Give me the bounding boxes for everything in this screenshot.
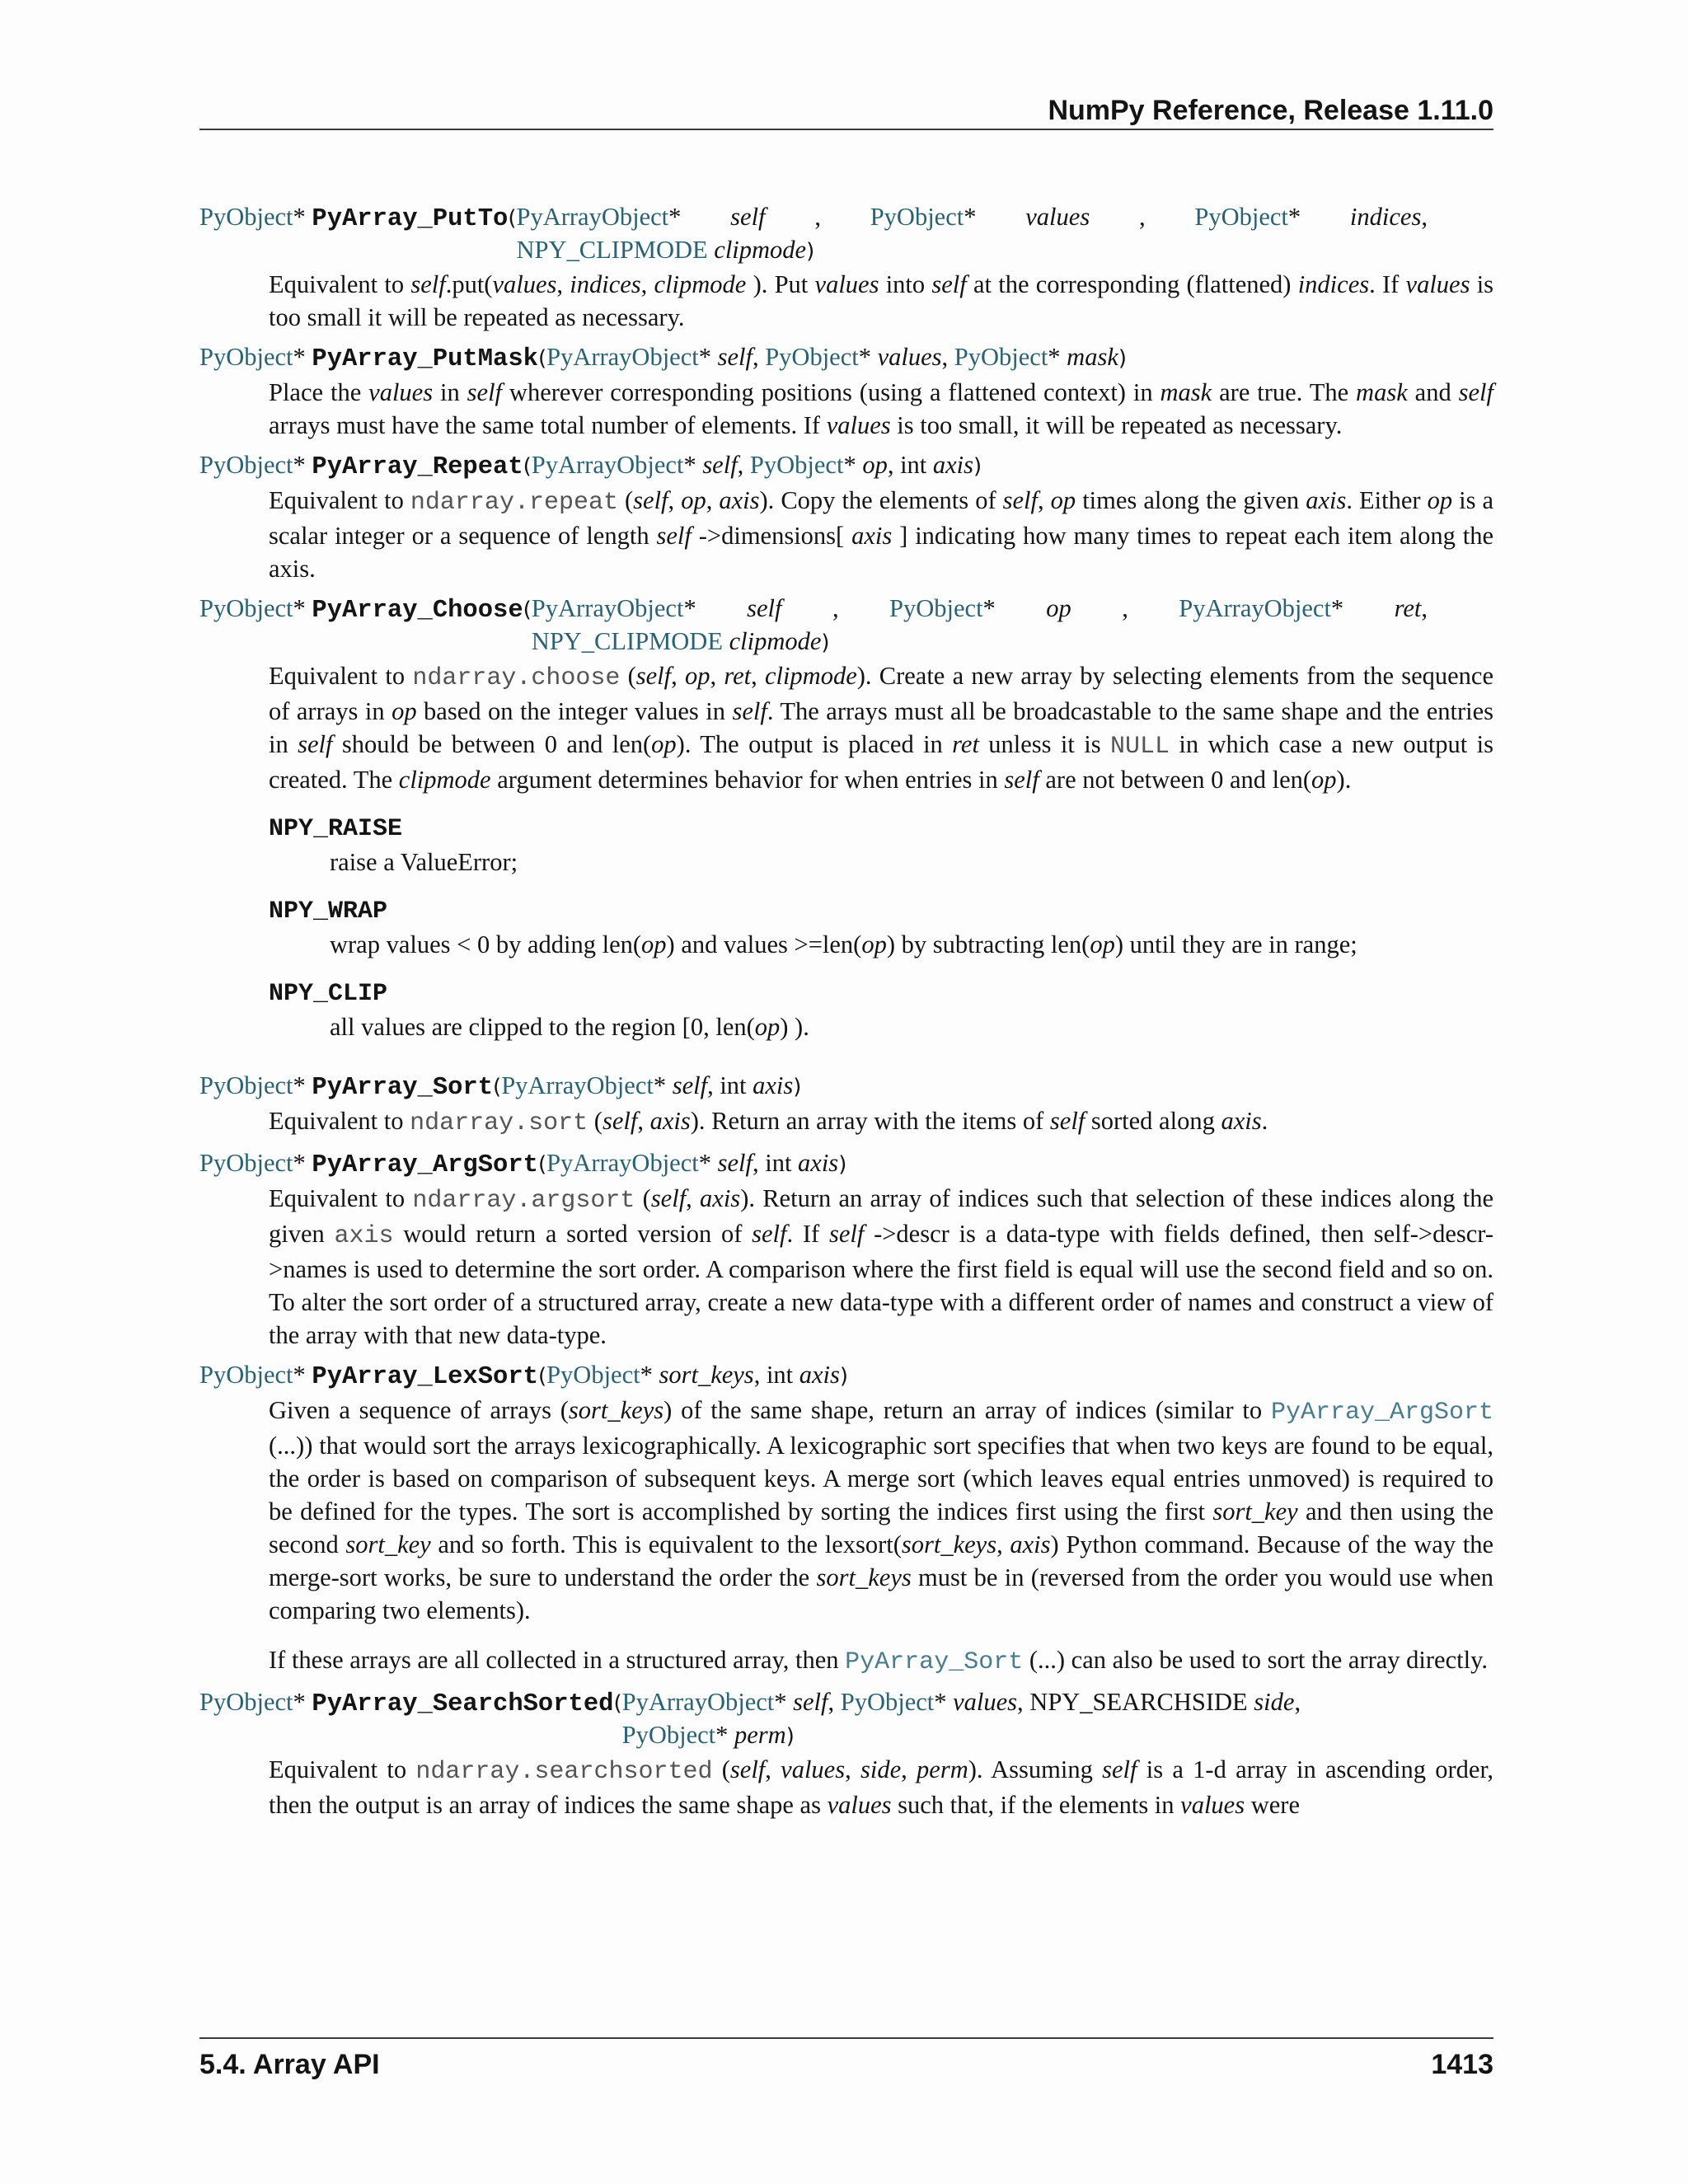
code-ref: ndarray.choose (412, 664, 621, 692)
function-name: PyArray_Choose (312, 597, 523, 625)
type-link[interactable]: PyObject (199, 203, 293, 231)
param-name: self (730, 203, 766, 231)
type-link[interactable]: PyObject (954, 343, 1048, 371)
code-ref: NULL (1109, 733, 1170, 761)
type-link[interactable]: PyObject (749, 451, 844, 479)
function-name: PyArray_PutTo (312, 205, 509, 233)
type-link[interactable]: PyObject (840, 1687, 935, 1716)
signature-sort: PyObject* PyArray_Sort(PyArrayObject* self, int axis) (199, 1071, 802, 1102)
code-ref: ndarray.argsort (412, 1186, 635, 1215)
function-name: PyArray_ArgSort (312, 1151, 538, 1179)
type-link[interactable]: PyArrayObject (1179, 594, 1331, 622)
code-ref: axis (334, 1221, 394, 1250)
param-name: indices (1349, 203, 1422, 231)
signature-putto: PyObject* PyArray_PutTo( PyArrayObject* self , PyObject* values , PyObject* indices, NPY_CLIPMODE clipmode) (199, 200, 1493, 268)
mode-name: NPY_CLIP (269, 980, 388, 1008)
type-link[interactable]: PyArrayObject (516, 203, 669, 231)
code-ref: ndarray.searchsorted (415, 1757, 713, 1786)
signature-putmask: PyObject* PyArray_PutMask(PyArrayObject* self, PyObject* values, PyObject* mask) (199, 343, 1128, 373)
mode-description: wrap values < 0 by adding len(op) and values >=len(op) by subtracting len(op) until they are in range; (330, 930, 1357, 958)
link-pyarray-sort[interactable]: PyArray_Sort (845, 1647, 1024, 1676)
mode-name: NPY_RAISE (269, 815, 403, 843)
type-link[interactable]: PyArrayObject (531, 451, 684, 479)
description-putmask: Place the values in self wherever corresponding positions (using a flattened context) in mask are true. The mask and self arrays must have the same total number of elements. If values is too small, it will be repeated as necessary. (269, 378, 1493, 439)
type-link[interactable]: NPY_CLIPMODE (516, 236, 708, 264)
type-link[interactable]: PyObject (199, 1071, 293, 1099)
page-content (199, 200, 1493, 1821)
footer-section: 5.4. Array API (199, 2049, 380, 2080)
link-pyarray-argsort[interactable]: PyArray_ArgSort (1270, 1398, 1493, 1427)
function-name: PyArray_Repeat (312, 453, 523, 481)
signature-choose: PyObject* PyArray_Choose( PyArrayObject* self , PyObject* op , PyArrayObject* ret, NPY_CLIPMODE clipmode) (199, 594, 1428, 655)
function-name: PyArray_PutMask (312, 345, 538, 373)
mode-description: raise a ValueError; (330, 848, 518, 876)
type-link[interactable]: PyObject (199, 594, 293, 622)
page-footer (199, 2037, 1493, 2080)
type-link[interactable]: PyArrayObject (621, 1687, 775, 1716)
description-searchsorted: Equivalent to ndarray.searchsorted (self, values, side, perm). Assuming self is a 1-d array in ascending order, then the output is an array of indices the same shape as values such that, if the elements in values were (269, 1755, 1494, 1819)
signature-repeat: PyObject* PyArray_Repeat(PyArrayObject* self, PyObject* op, int axis) (199, 451, 982, 481)
description-argsort: Equivalent to ndarray.argsort (self, axis). Return an array of indices such that selection of these indices along the given axis would return a sorted version of self. If self ->descr is a data-type with fields defined, then self->descr->names is used to determine the sort order. A comparison where the first field is equal will use the second field and so on. To alter the sort order of a structured array, create a new data-type with a different order of names and construct a view of the array with that new data-type. (269, 1183, 1493, 1349)
type-link[interactable]: NPY_CLIPMODE (531, 627, 723, 655)
type-link[interactable]: PyObject (199, 1148, 293, 1177)
type-link[interactable]: PyObject (621, 1720, 716, 1749)
type-link[interactable]: PyObject (1194, 203, 1288, 231)
clipmode-list (269, 813, 1493, 1043)
type-link[interactable]: PyArrayObject (546, 1148, 699, 1177)
description-sort: Equivalent to ndarray.sort (self, axis). Return an array with the items of self sorted along axis. (269, 1106, 1268, 1137)
type-link[interactable]: PyObject (546, 1360, 640, 1389)
param-name: values (1025, 203, 1090, 231)
type-link[interactable]: PyObject (765, 343, 859, 371)
code-ref: ndarray.sort (410, 1108, 588, 1137)
type-link[interactable]: PyObject (199, 1687, 293, 1716)
page-header: NumPy Reference, Release 1.11.0 (199, 92, 1493, 130)
mode-name: NPY_WRAP (269, 898, 388, 926)
type-link[interactable]: PyObject (199, 1360, 293, 1389)
description-lexsort: Given a sequence of arrays (sort_keys) of the same shape, return an array of indices (similar to PyArray_ArgSort (...)) that would sort the arrays lexicographically. A lexicographic sort specifies that when two keys are found to be equal, the order is based on comparison of subsequent keys. A merge sort (which leaves equal entries unmoved) is required to be defined for the types. The sort is accomplished by sorting the indices first using the first sort_key and then using the second sort_key and so forth. This is equivalent to the lexsort(sort_keys, axis) Python command. Because of the way the merge-sort works, be sure to understand the order the sort_keys must be in (reversed from the order you would use when comparing two elements). If these arrays are all collected in a structured array, then PyArray_Sort (...) can also be used to sort the array directly. (269, 1395, 1494, 1676)
param-name: clipmode (714, 236, 807, 264)
signature-searchsorted: PyObject* PyArray_SearchSorted( PyArrayObject* self, PyObject* values, NPY_SEARCHSIDE side, PyObject* perm) (199, 1687, 1301, 1749)
function-name: PyArray_LexSort (312, 1362, 538, 1391)
type-link[interactable]: PyObject (199, 451, 293, 479)
signature-argsort: PyObject* PyArray_ArgSort(PyArrayObject* self, int axis) (199, 1148, 847, 1179)
page-number: 1413 (1431, 2049, 1493, 2080)
type-link[interactable]: PyObject (199, 343, 293, 371)
type-link[interactable]: PyArrayObject (501, 1071, 654, 1099)
type-link[interactable]: PyObject (870, 203, 964, 231)
mode-description: all values are clipped to the region [0, len(op) ). (330, 1013, 809, 1041)
function-name: PyArray_SearchSorted (312, 1690, 614, 1718)
type-link[interactable]: PyObject (889, 594, 983, 622)
type-link[interactable]: PyArrayObject (531, 594, 684, 622)
description-repeat: Equivalent to ndarray.repeat (self, op, axis). Copy the elements of self, op times along the given axis. Either op is a scalar integer or a sequence of length self ->dimensions[ axis ] indicating how many times to repeat each item along the axis. (269, 486, 1494, 583)
function-name: PyArray_Sort (312, 1073, 494, 1102)
code-ref: ndarray.repeat (410, 489, 618, 517)
signature-lexsort: PyObject* PyArray_LexSort(PyObject* sort_keys, int axis) (199, 1360, 849, 1391)
description-putto: Equivalent to self.put(values, indices, clipmode ). Put values into self at the corresponding (flattened) indices. If values is too small it will be repeated as necessary. (269, 270, 1494, 331)
type-link[interactable]: PyArrayObject (546, 343, 699, 371)
description-choose: Equivalent to ndarray.choose (self, op, ret, clipmode). Create a new array by selecting elements from the sequence of arrays in op based on the integer values in self. The arrays must all be broadcastable to the same shape and the entries in self should be between 0 and len(op). The output is placed in ret unless it is NULL in which case a new output is created. The clipmode argument determines behavior for when entries in self are not between 0 and len(op). NPY_RAISE raise a ValueError; NPY_WRAP wrap values < 0 by adding len(op) and values >=len(op) by subtracting len(op) until they are in range; NPY_CLIP all values are clipped to the region [0, len(op) ). (269, 659, 1493, 1043)
